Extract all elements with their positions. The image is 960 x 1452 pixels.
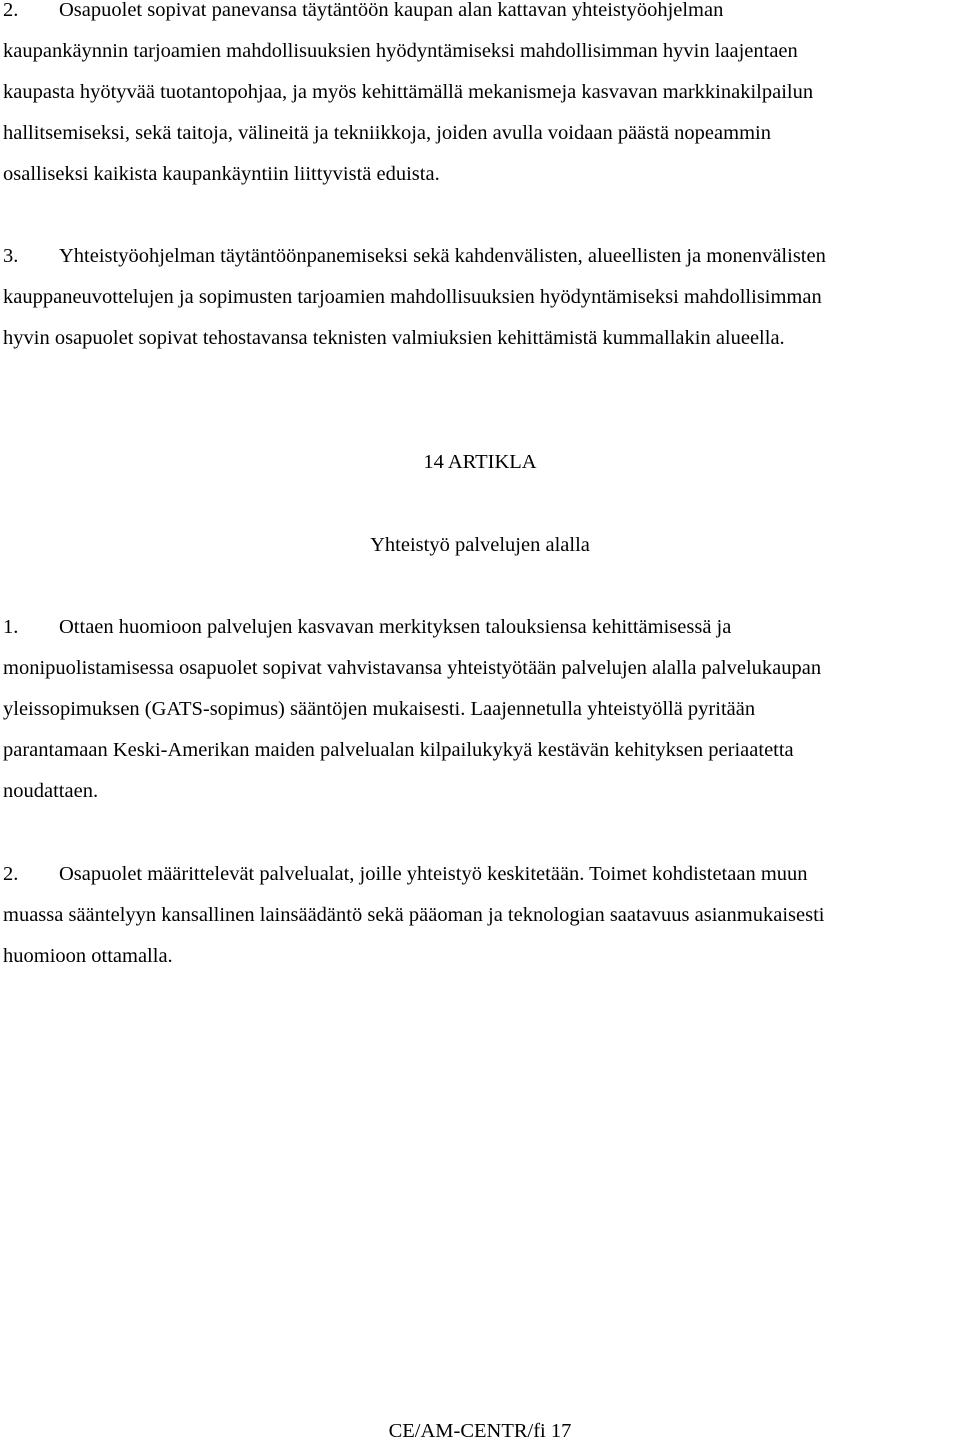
paragraph-line: kauppaneuvottelujen ja sopimusten tarjoamien mahdollisuuksien hyödyntämiseksi mahdollisimman — [3, 286, 822, 308]
article-14-paragraph-2 — [3, 854, 959, 977]
paragraph-line: hyvin osapuolet sopivat tehostavansa teknisten valmiuksien kehittämistä kummallakin alueella. — [3, 327, 785, 349]
article-14-paragraph-1 — [3, 607, 959, 812]
paragraph-line: yleissopimuksen (GATS-sopimus) sääntöjen mukaisesti. Laajennetulla yhteistyöllä pyritään — [3, 698, 756, 720]
paragraph-line: kaupasta hyötyvää tuotantopohjaa, ja myös kehittämällä mekanismeja kasvavan markkinakilpailun — [3, 81, 814, 103]
page-footer-reference: CE/AM-CENTR/fi 17 — [388, 1420, 572, 1442]
paragraph-line: 3. Yhteistyöohjelman täytäntöönpanemiseksi sekä kahdenvälisten, alueellisten ja monenvälisten — [3, 236, 959, 277]
article-subheading: Yhteistyö palvelujen alalla — [370, 534, 590, 556]
paragraph-number: 2. — [3, 863, 19, 885]
article-heading: 14 ARTIKLA — [423, 451, 537, 473]
paragraph-line: 1. Ottaen huomioon palvelujen kasvavan merkityksen talouksiensa kehittämisessä ja — [3, 607, 959, 648]
paragraph-line: parantamaan Keski-Amerikan maiden palvelualan kilpailukykyä kestävän kehityksen periaatetta — [3, 739, 794, 761]
paragraph-line: kaupankäynnin tarjoamien mahdollisuuksien hyödyntämiseksi mahdollisimman hyvin laajentaen — [3, 40, 798, 62]
paragraph-line: huomioon ottamalla. — [3, 945, 173, 967]
paragraph-line: 2. Osapuolet sopivat panevansa täytäntöön kaupan alan kattavan yhteistyöohjelman — [3, 0, 959, 31]
paragraph-2 — [3, 0, 959, 195]
paragraph-number: 1. — [3, 616, 19, 638]
paragraph-line: 2. Osapuolet määrittelevät palvelualat, joille yhteistyö keskitetään. Toimet kohdistetaan muun — [3, 854, 959, 895]
paragraph-line: noudattaen. — [3, 780, 99, 802]
paragraph-line: muassa sääntelyyn kansallinen lainsäädäntö sekä pääoman ja teknologian saatavuus asianmukaisesti — [3, 904, 825, 926]
paragraph-number: 2. — [3, 0, 19, 21]
paragraph-line: monipuolistamisessa osapuolet sopivat vahvistavansa yhteistyötään palvelujen alalla palvelukaupan — [3, 657, 822, 679]
paragraph-line: hallitsemiseksi, sekä taitoja, välineitä ja tekniikkoja, joiden avulla voidaan päästä nopeammin — [3, 122, 771, 144]
paragraph-number: 3. — [3, 245, 19, 267]
paragraph-line: osalliseksi kaikista kaupankäyntiin liittyvistä eduista. — [3, 163, 440, 185]
paragraph-3 — [3, 236, 959, 359]
